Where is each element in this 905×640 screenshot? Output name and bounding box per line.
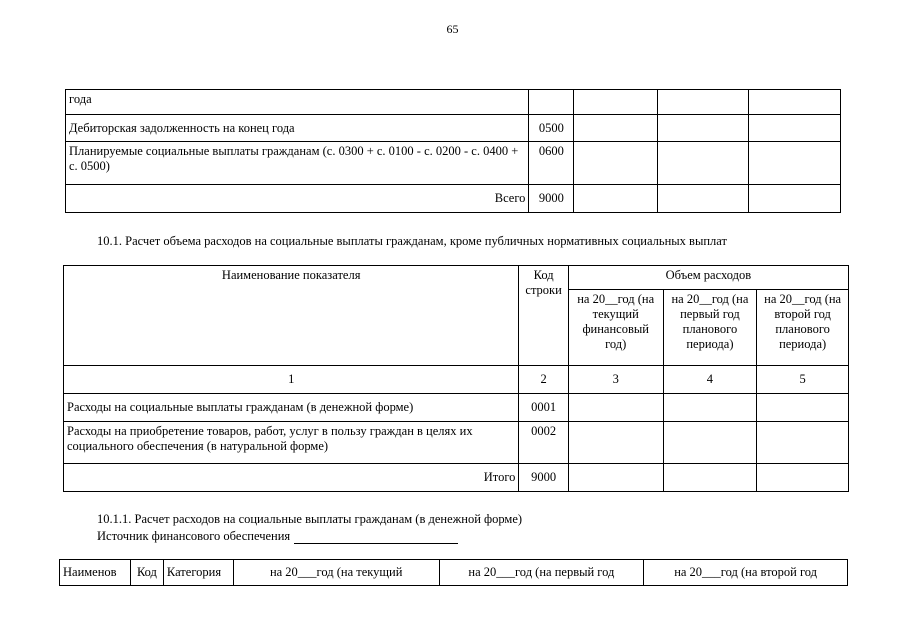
empty-cell: [663, 464, 757, 492]
empty-cell: [658, 115, 749, 142]
empty-cell: [663, 422, 757, 464]
empty-cell: [574, 115, 658, 142]
total-row: [66, 185, 841, 213]
empty-cell: [663, 394, 757, 422]
header-code: Код строки: [519, 266, 568, 366]
col-number: 4: [663, 366, 757, 394]
row-name: Дебиторская задолженность на конец года: [66, 115, 529, 142]
row-code: 0500: [529, 115, 574, 142]
row-name: Расходы на социальные выплаты гражданам (в денежной форме): [64, 394, 519, 422]
empty-cell: [574, 90, 658, 115]
header-col5: на 20__год (на второй год планового периода): [757, 290, 849, 366]
empty-cell: [568, 422, 663, 464]
empty-cell: [757, 464, 849, 492]
header-volume: Объем расходов: [568, 266, 848, 290]
table-row: [66, 90, 841, 115]
header-code: Код: [130, 560, 163, 586]
table-row: [66, 142, 841, 185]
empty-cell: [658, 185, 749, 213]
empty-cell: [658, 90, 749, 115]
row-name: года: [66, 90, 529, 115]
header-col4: на 20__год (на первый год планового периода): [663, 290, 757, 366]
col-number: 5: [757, 366, 849, 394]
table-header-row: [60, 560, 848, 586]
header-second-year: на 20___год (на второй год: [644, 560, 848, 586]
col-number: 3: [568, 366, 663, 394]
header-name: Наименование показателя: [64, 266, 519, 366]
empty-cell: [749, 115, 841, 142]
row-name: Планируемые социальные выплаты гражданам (с. 0300 + с. 0100 - с. 0200 - с. 0400 + с. 0500): [66, 142, 529, 185]
col-number: 2: [519, 366, 568, 394]
page-number: 65: [446, 22, 459, 36]
section-10-1-title: 10.1. Расчет объема расходов на социальные выплаты гражданам, кроме публичных нормативных социальных выплат: [97, 234, 727, 248]
empty-cell: [574, 185, 658, 213]
total-code: 9000: [529, 185, 574, 213]
empty-cell: [749, 185, 841, 213]
empty-cell: [574, 142, 658, 185]
funding-source-label: Источник финансового обеспечения: [97, 529, 291, 543]
col-number: 1: [64, 366, 519, 394]
empty-cell: [749, 142, 841, 185]
total-row: [64, 464, 849, 492]
empty-cell: [757, 422, 849, 464]
header-current-year: на 20___год (на текущий: [233, 560, 439, 586]
numbers-row: [64, 366, 849, 394]
row-name: Расходы на приобретение товаров, работ, услуг в пользу граждан в целях их социального обеспечения (в натуральной форме): [64, 422, 519, 464]
empty-cell: [658, 142, 749, 185]
empty-cell: [568, 394, 663, 422]
table-10-1-1: [59, 559, 848, 586]
header-category: Категория: [163, 560, 233, 586]
header-first-year: на 20___год (на первый год: [439, 560, 644, 586]
row-code: 0002: [519, 422, 568, 464]
section-10-1-1-title: 10.1.1. Расчет расходов на социальные выплаты гражданам (в денежной форме): [97, 512, 523, 526]
header-name: Наименов: [60, 560, 131, 586]
row-code: [529, 90, 574, 115]
total-code: 9000: [519, 464, 568, 492]
row-code: 0600: [529, 142, 574, 185]
funding-source-line: [97, 529, 458, 544]
table-row: [64, 394, 849, 422]
total-label: Всего: [66, 185, 529, 213]
funding-source-blank: [294, 530, 458, 544]
total-label: Итого: [64, 464, 519, 492]
top-table: [65, 89, 841, 213]
row-code: 0001: [519, 394, 568, 422]
empty-cell: [749, 90, 841, 115]
table-row: [64, 422, 849, 464]
table-row: [66, 115, 841, 142]
table-10-1: [63, 265, 849, 492]
header-col3: на 20__год (на текущий финансовый год): [568, 290, 663, 366]
empty-cell: [757, 394, 849, 422]
empty-cell: [568, 464, 663, 492]
